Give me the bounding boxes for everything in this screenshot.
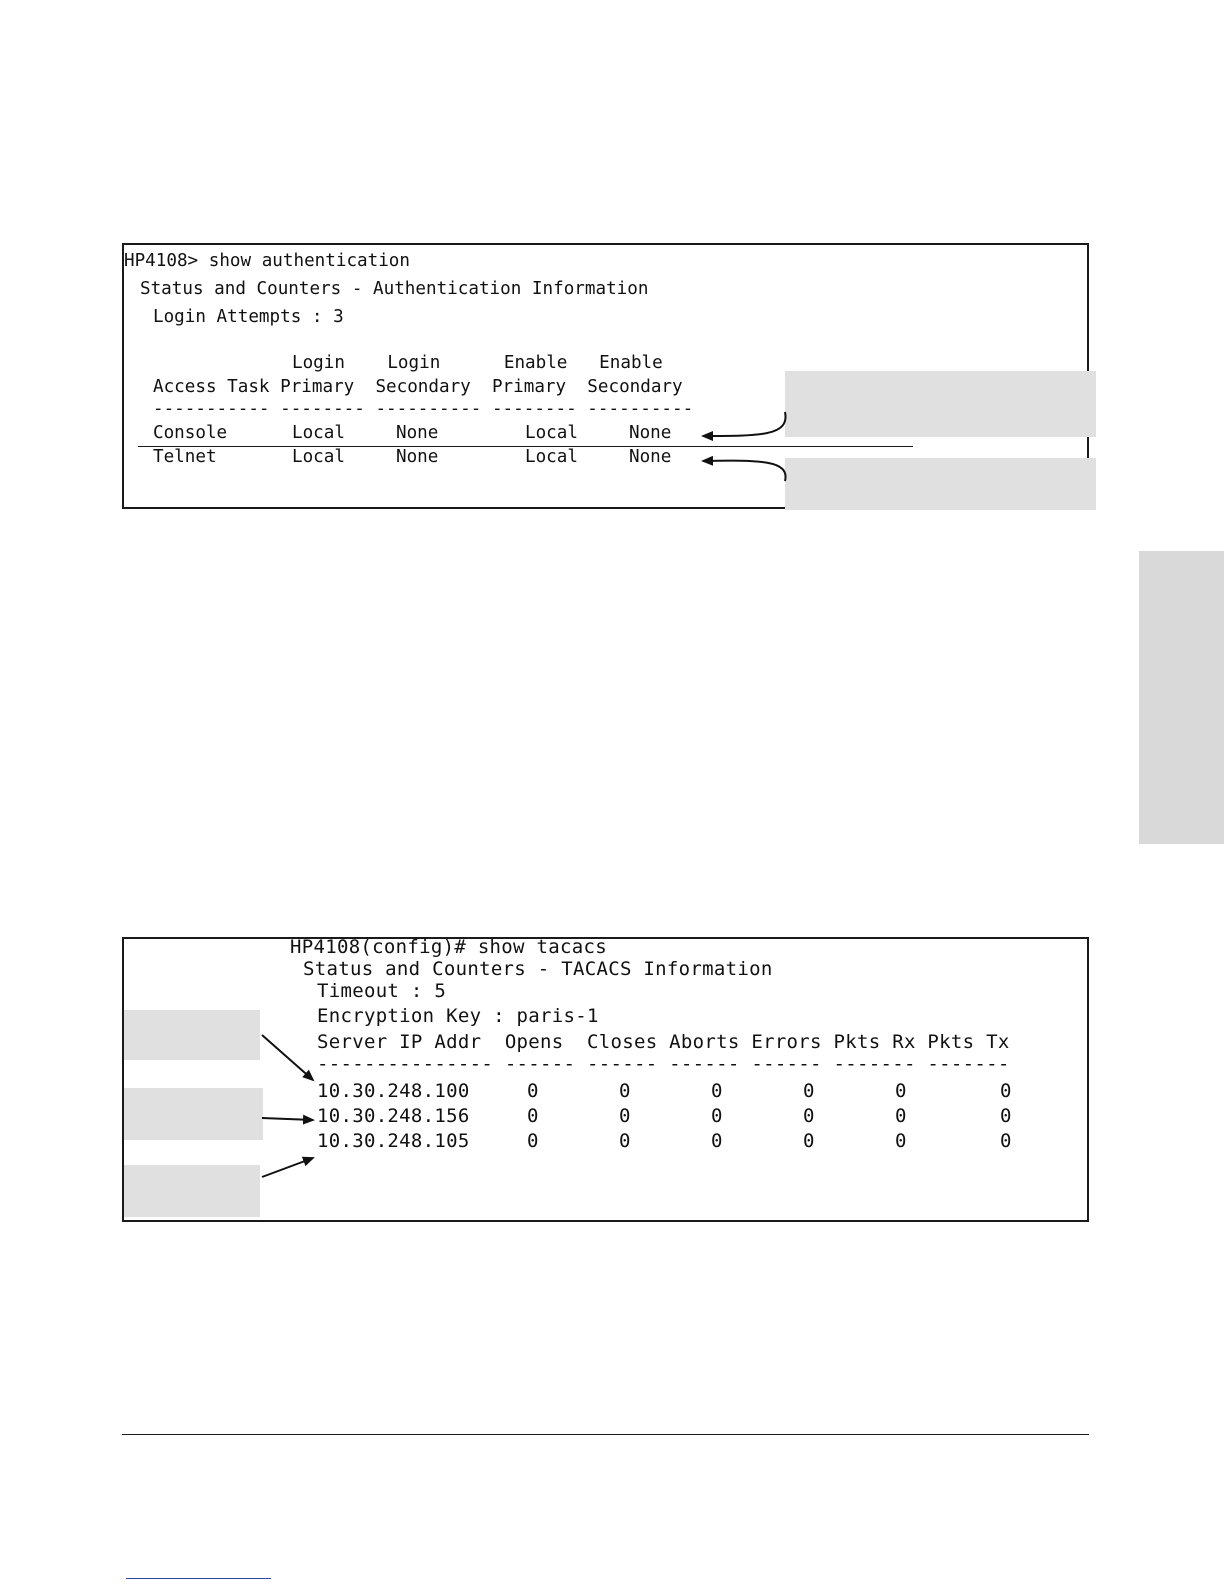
- tacacs-row-3-ip: 10.30.248.105: [317, 1130, 470, 1152]
- tacacs-timeout-line: Timeout : 5: [317, 980, 447, 1002]
- login-attempts-line: Login Attempts : 3: [153, 307, 344, 327]
- tacacs-row-1-aborts: 0: [711, 1080, 723, 1102]
- auth-separator-line: ----------- -------- ---------- -------- ----------: [153, 399, 694, 419]
- tacacs-row-2-aborts: 0: [711, 1105, 723, 1127]
- auth-row-console-enable-secondary: None: [629, 423, 672, 443]
- tacacs-row-3-errors: 0: [803, 1130, 815, 1152]
- auth-row-telnet-enable-primary: Local: [525, 447, 578, 467]
- auth-header-line2: Access Task Primary Secondary Primary Secondary: [153, 377, 683, 397]
- tacacs-row-1-opens: 0: [527, 1080, 539, 1102]
- tacacs-row-1-closes: 0: [619, 1080, 631, 1102]
- auth-row-console-task: Console: [153, 423, 228, 443]
- tacacs-row-3-closes: 0: [619, 1130, 631, 1152]
- tacacs-encryption-key-line: Encryption Key : paris-1: [317, 1005, 599, 1027]
- callout-server-1: [124, 1010, 260, 1060]
- tacacs-row-1-pkts-tx: 0: [1000, 1080, 1012, 1102]
- auth-row-console-enable-primary: Local: [525, 423, 578, 443]
- chapter-side-tab: [1139, 551, 1224, 844]
- tacacs-row-3-opens: 0: [527, 1130, 539, 1152]
- tacacs-terminal: [122, 937, 1089, 1222]
- auth-row-console-login-secondary: None: [396, 423, 439, 443]
- tacacs-row-2-errors: 0: [803, 1105, 815, 1127]
- auth-row-telnet-enable-secondary: None: [629, 447, 672, 467]
- tacacs-row-2-ip: 10.30.248.156: [317, 1105, 470, 1127]
- tacacs-row-1-errors: 0: [803, 1080, 815, 1102]
- tacacs-row-3-pkts-rx: 0: [895, 1130, 907, 1152]
- tacacs-row-2-opens: 0: [527, 1105, 539, 1127]
- tacacs-separator-line: --------------- ------ ------ ------ ------ ------- -------: [317, 1053, 1010, 1075]
- footer-link-underline: [126, 1578, 271, 1579]
- tacacs-prompt-line: HP4108(config)# show tacacs: [290, 936, 607, 958]
- tacacs-row-3-pkts-tx: 0: [1000, 1130, 1012, 1152]
- callout-server-3: [124, 1165, 260, 1217]
- auth-header-line1: Login Login Enable Enable: [292, 353, 663, 373]
- callout-console: [785, 371, 1096, 437]
- tacacs-title-line: Status and Counters - TACACS Information: [303, 958, 773, 980]
- tacacs-row-1-ip: 10.30.248.100: [317, 1080, 470, 1102]
- auth-row-telnet-login-secondary: None: [396, 447, 439, 467]
- auth-row-telnet-login-primary: Local: [292, 447, 345, 467]
- auth-row-console-login-primary: Local: [292, 423, 345, 443]
- auth-row-telnet-task: Telnet: [153, 447, 217, 467]
- tacacs-row-2-pkts-tx: 0: [1000, 1105, 1012, 1127]
- tacacs-row-1-pkts-rx: 0: [895, 1080, 907, 1102]
- tacacs-row-3-aborts: 0: [711, 1130, 723, 1152]
- callout-server-2: [124, 1088, 263, 1140]
- auth-prompt-line: HP4108> show authentication: [124, 251, 410, 271]
- tacacs-header-line: Server IP Addr Opens Closes Aborts Errors Pkts Rx Pkts Tx: [317, 1031, 1010, 1053]
- tacacs-row-2-closes: 0: [619, 1105, 631, 1127]
- callout-telnet: [785, 458, 1096, 510]
- footer-rule: [122, 1434, 1089, 1435]
- console-row-divider: [138, 446, 913, 447]
- tacacs-row-2-pkts-rx: 0: [895, 1105, 907, 1127]
- auth-title-line: Status and Counters - Authentication Information: [140, 279, 649, 299]
